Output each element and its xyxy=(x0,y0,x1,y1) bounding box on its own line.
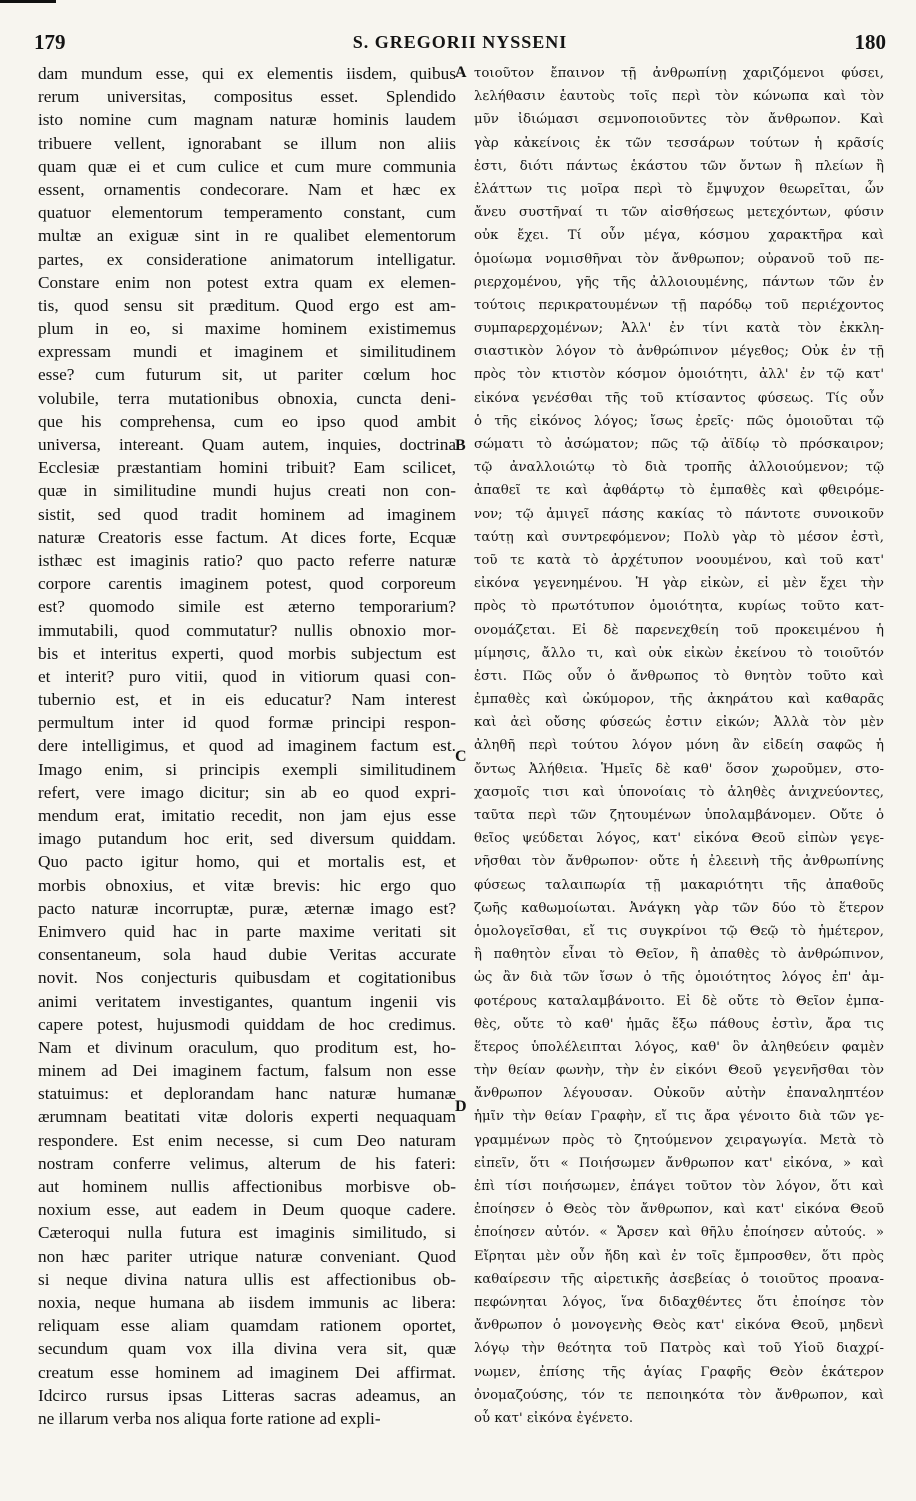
greek-text-line: καθαίρεσιν τῆς αἱρετικῆς ἀσεβείας ὁ τοιοῦτος προανα- xyxy=(474,1271,884,1287)
greek-text-line: σιαστικὸν λόγον τὸ ἀνθρώπινον μέγεθος; Οὐκ ἐν τῇ xyxy=(474,344,884,360)
greek-text-line: ταῦτα περὶ τῶν ζητουμένων ὑπολαμβάνομεν. Οὔτε ὁ xyxy=(474,808,884,823)
greek-text-line: τὴν θείαν φωνὴν, τὴν ἐν εἰκόνι Θεοῦ γεγενῆσθαι τὸν xyxy=(474,1063,884,1079)
latin-text-line: permultum inter id quod formæ principi respon- xyxy=(38,713,456,733)
latin-text-line: nostram conferre velimus, alterum de his fateri: xyxy=(38,1153,456,1173)
latin-text-line: tribuere vellent, ignorabant se illum non aliis xyxy=(38,133,456,153)
latin-text-line: ne illarum verba nos aliqua forte ratione ad expli- xyxy=(38,1408,381,1428)
greek-text-line: καὶ ἀεὶ οὔσης φύσεώς ἐστιν εἰκών; Ἀλλὰ τὸν μὲν xyxy=(474,715,884,731)
latin-text-line: dam mundum esse, qui ex elementis iisdem, quibus xyxy=(38,64,456,83)
page-number-right: 180 xyxy=(854,30,886,54)
greek-text-line: χασμοῖς τισι καὶ ὑπονοίαις τὸ ἀληθὲς ἀνιχνεύοντες, xyxy=(474,784,884,800)
latin-text-line: reliquam esse aliam quamdam rationem oportet, xyxy=(38,1316,456,1336)
greek-text-line: τοῦ τε κατὰ τὸ ἀρχέτυπον νοουμένου, καὶ τοῦ κατ' xyxy=(474,552,884,568)
greek-text-line: ἀληθῆ περὶ τούτου λόγον μόνη ἂν εἰδείη σαφῶς ἡ xyxy=(474,738,884,754)
greek-text-line: συμπαρερχομένων; Ἀλλ' ἐν τίνι κατὰ τὸν ἐκκλη- xyxy=(474,321,884,337)
latin-text-line: tubernio est, et in eis educatur? Nam interest xyxy=(38,690,456,710)
section-marker-d: D xyxy=(455,1098,467,1115)
latin-text-line: pacto naturæ incorruptæ, puræ, æternæ imago est? xyxy=(38,898,456,918)
greek-text-line: θεῖος ψεύδεται λόγος, κατ' εἰκόνα Θεοῦ εἰπὼν γεγε- xyxy=(474,831,884,847)
greek-text-line: οὗ κατ' εἰκόνα ἐγένετο. xyxy=(474,1410,634,1426)
latin-text-line: Imago enim, si principis exempli similitudinem xyxy=(38,759,456,779)
page-number-left: 179 xyxy=(34,30,66,54)
page-header xyxy=(34,30,886,60)
greek-text-line: ὁ τῆς εἰκόνος λόγος; ἴσως ἐρεῖς· πῶς ὁμοιοῦται τῷ xyxy=(474,413,884,429)
latin-text-line: Quo pacto igitur homo, qui et mortalis est, et xyxy=(38,852,456,872)
latin-text-line: plum in eo, si maxime hominem existimemus xyxy=(38,319,456,339)
greek-text-line: μῦν ἰδιώμασι σεμνοποιοῦντες τὸν ἄνθρωπον. Καὶ xyxy=(474,112,884,128)
greek-text-line: πρὸς τὸν κτιστὸν κόσμον ὁμοιότητι, ἀλλ' ἐν τῷ κατ' xyxy=(474,367,884,383)
greek-column xyxy=(474,62,884,1430)
latin-text-line: morbis obnoxius, et vitæ brevis: hic ergo quo xyxy=(38,875,456,895)
latin-text-line: ærumnam beatitati vitæ doloris experti nequaquam xyxy=(38,1107,456,1127)
greek-text-line: ὁμολογεῖσθαι, εἴ τις συγκρίνοι τῷ Θεῷ τὸ ἡμέτερον, xyxy=(474,923,884,939)
latin-text-line: si neque divina natura ullis est affectionibus ob- xyxy=(38,1269,456,1289)
greek-text-line: γὰρ κἀκείνοις ἐκ τῶν τεσσάρων τούτων ἡ κρᾶσίς xyxy=(474,135,884,151)
greek-text-line: ἄνθρωπον λέγουσαν. Οὐκοῦν αὐτὴν ἐπαναληπτέον xyxy=(474,1086,884,1102)
latin-text-line: refert, vere imago dicitur; sin ab eo quod expri- xyxy=(38,782,456,802)
latin-text-line: expressam mundi et imaginem et similitudinem xyxy=(38,342,456,362)
greek-text-line: λόγῳ τὴν θεότητα τοῦ Πατρὸς καὶ τοῦ Υἱοῦ διαχρί- xyxy=(474,1341,884,1357)
latin-text-line: essent, ornamentis condecorare. Nam et hæc ex xyxy=(38,179,456,199)
latin-text-line: animi veritatem investigantes, quantum ingenii vis xyxy=(38,991,456,1011)
greek-text-line: οὐκ ἔχει. Τί οὖν μέγα, κόσμου χαρακτῆρα καὶ xyxy=(474,228,884,244)
greek-text-line: Εἴρηται μὲν οὖν ἤδη καὶ ἐν τοῖς ἔμπροσθεν, ὅτι πρὸς xyxy=(474,1248,884,1264)
latin-text-line: noxium esse, aut eadem in Deum quoque cadere. xyxy=(38,1200,456,1220)
greek-text-line: νῆσθαι τὸν ἄνθρωπον· οὔτε ἡ ἐλεεινὴ τῆς ἀνθρωπίνης xyxy=(474,854,884,870)
latin-text-line: et interit? puro vitii, quod in vitiorum quasi con- xyxy=(38,666,456,686)
greek-text-line: μίμησις, ἄλλο τι, καὶ οὐκ εἰκὼν ἐκείνου τὸ τοιοῦτόν xyxy=(474,645,884,661)
latin-text-line: corpore carentis imaginem potest, quod corporeum xyxy=(38,574,456,594)
greek-text-line: εἰκόνα γεγενημένου. Ἡ γὰρ εἰκὼν, εἰ μὲν ἔχει τὴν xyxy=(474,576,884,592)
latin-text-line: rerum universitas, compositus esset. Splendido xyxy=(38,87,456,107)
running-title: S. GREGORII NYSSENI xyxy=(352,32,568,52)
top-rule xyxy=(0,0,56,3)
greek-text-line: ὁμοίωμα νομισθῆναι τὸν ἄνθρωπον; οὐρανοῦ τοῦ πε- xyxy=(474,251,884,267)
greek-text-line: ἐποίησεν αὐτόν. « Ἄρσεν καὶ θῆλυ ἐποίησεν αὐτούς. » xyxy=(474,1225,884,1241)
greek-text-line: λελήθασιν ἑαυτοὺς τοῖς περὶ τὸν κώνωπα καὶ τὸν xyxy=(474,89,884,105)
greek-text-line: τούτοις περικρατουμένων τῇ παρόδῳ τοῦ περιέχοντος xyxy=(474,297,884,313)
greek-text-line: γραμμένων πρὸς τὸ ζητούμενον χειραγωγία. Μετὰ τὸ xyxy=(474,1132,884,1148)
greek-text-line: ἄνευ συστῆναί τι τῶν αἰσθήσεως μετεχόντων, φύσιν xyxy=(474,205,884,221)
latin-text-line: respondere. Est enim necesse, si cum Deo naturam xyxy=(38,1130,456,1150)
latin-text-line: novit. Nos conjecturis quibusdam et cogitationibus xyxy=(38,968,456,988)
greek-text-line: νον; τῷ ἀμιγεῖ πάσης κακίας τὸ πάντοτε συνοικοῦν xyxy=(474,506,884,522)
latin-text-line: aut hominem nullis affectionibus morbisve ob- xyxy=(38,1177,456,1196)
greek-text-line: ἐπὶ τίσι ποιήσωμεν, ἐπάγει τοῦτον τὸν λόγον, ὅτι καὶ xyxy=(474,1179,884,1194)
greek-text-line: ἐμπαθὲς καὶ ὠκύμορον, τῆς ἀκηράτου καὶ καθαρᾶς xyxy=(474,692,884,708)
greek-text-line: ἐστι, διότι πάντως ἑκάστου τῶν ὄντων ἢ πλείων ἢ xyxy=(474,158,884,174)
latin-text-line: quæ in similitudine mundi hujus creati non con- xyxy=(38,481,456,501)
latin-text-line: naturæ Creatoris esse factum. At dices forte, Ecquæ xyxy=(38,527,456,547)
latin-column xyxy=(38,62,456,1430)
latin-text-line: est? quomodo simile est æterno temporarium? xyxy=(38,597,456,617)
greek-text-line: θὲς, οὔτε τὸ καθ' ἡμᾶς ἔξω πάθους ἐστὶν, ἄρα τις xyxy=(474,1016,884,1032)
greek-text-line: νωμεν, ἐπίσης τῆς ἁγίας Γραφῆς Θεὸν ἑκάτερον xyxy=(474,1364,884,1380)
latin-text-line: volubile, terra mutationibus obnoxia, cuncta deni- xyxy=(38,388,456,408)
greek-text-line: ὡς ἂν διὰ τῶν ἴσων ὁ τῆς ὁμοιότητος λόγος ἐπ' ἀμ- xyxy=(474,970,884,986)
latin-text-line: non hæc pariter utrique naturæ conveniant. Quod xyxy=(38,1246,456,1266)
greek-text-line: πεφώνηται λόγος, ἵνα διδαχθέντες ὅτι ἐποίησε τὸν xyxy=(474,1294,884,1310)
greek-text-line: ἐποίησεν ὁ Θεὸς τὸν ἄνθρωπον, καὶ κατ' εἰκόνα Θεοῦ xyxy=(474,1202,884,1218)
greek-text-line: ἕτερος ὑπολέλειπται λόγος, καθ' ὃν ἀληθεύειν φαμὲν xyxy=(474,1039,884,1055)
latin-text-line: isto nomine cum magnam naturæ hominis laudem xyxy=(38,110,456,130)
latin-text-line: quam quæ ei et cum culice et cum mure communia xyxy=(38,156,456,176)
latin-text-line: partes, ex consideratione animatorum intelligatur. xyxy=(38,249,456,269)
latin-text-line: Idcirco rursus ipsas Litteras sacras adeamus, an xyxy=(38,1385,456,1405)
latin-text-line: multæ an exiguæ sint in re qualibet elementorum xyxy=(38,226,456,246)
greek-text-line: φύσεως ταλαιπωρία τῇ μακαριότητι τῆς ἀπαθοῦς xyxy=(474,877,884,893)
latin-text-line: consentaneum, sola haud dubie Veritas accurate xyxy=(38,945,456,965)
latin-text-line: capere potest, hujusmodi quiddam de hoc credimus. xyxy=(38,1014,456,1034)
latin-text-line: esse? cum futurum sit, ut pariter cœlum hoc xyxy=(38,365,456,385)
greek-text-line: ἐλάττων τις μοῖρα περὶ τὸ ἔμψυχον θεωρεῖται, ὧν xyxy=(474,181,884,197)
greek-text-line: ζωῆς καθωμοίωται. Ἀνάγκη γὰρ τῶν δύο τὸ ἕτερον xyxy=(474,900,884,916)
greek-text-line: ἀπαθεῖ τε καὶ ἀφθάρτῳ τὸ ἐμπαθὲς καὶ φθειρόμε- xyxy=(474,483,884,499)
latin-text-line: statuimus: et deplorandam hanc naturæ humanæ xyxy=(38,1084,456,1104)
latin-text-line: sistit, sed quod tradit hominem ad imaginem xyxy=(38,504,456,524)
latin-text-line: Enimvero quid hac in parte maxime veritati sit xyxy=(38,921,456,941)
latin-text-line: isthæc est imaginis ratio? quo pacto referre naturæ xyxy=(38,550,456,570)
latin-text-line: quatuor elementorum temperamento constant, cum xyxy=(38,203,456,223)
latin-text-line: Cæteroqui nulla futura est imaginis similitudo, si xyxy=(38,1223,456,1243)
greek-text-line: ἄνθρωπον ὁ μονογενὴς Θεὸς κατ' εἰκόνα Θεοῦ, μηδενὶ xyxy=(474,1318,884,1334)
latin-text-line: creatum esse hominem ad imaginem Dei affirmat. xyxy=(38,1362,456,1382)
greek-text-line: ὀνομαζούσης, τόν τε πεποιηκότα τὸν ἄνθρωπον, καὶ xyxy=(474,1387,884,1403)
greek-text-line: πρὸς τὸ πρωτότυπον ὁμοιότητα, κυρίως τοῦτο κατ- xyxy=(474,599,884,615)
latin-text-line: secundum quam vox illa divina vera sit, quæ xyxy=(38,1339,456,1359)
latin-text-line: Nam et divinum oraculum, quo proditum est, ho- xyxy=(38,1037,456,1057)
greek-text-line: σώματι τὸ ἀσώματον; πῶς τῷ ἀϊδίῳ τὸ πρόσκαιρον; xyxy=(474,437,884,452)
greek-text-line: ἡμῖν τὴν θείαν Γραφὴν, εἴ τις ἄρα γένοιτο διὰ τῶν γε- xyxy=(474,1109,884,1125)
greek-text-line: τῷ ἀναλλοιώτῳ τὸ διὰ τροπῆς ἀλλοιούμενον; τῷ xyxy=(474,460,884,476)
latin-text-line: imago putandum hoc erit, sed diversum quiddam. xyxy=(38,829,456,849)
latin-text-line: que his comprehensa, cum eo ipso quod ambit xyxy=(38,411,456,431)
latin-text-line: tis, quod sensu sit præditum. Quod ergo est am- xyxy=(38,295,456,315)
greek-text-line: ριερχομένου, γῆς τῆς ἀλλοιουμένης, πάντων τῶν ἐν xyxy=(474,274,884,290)
greek-text-line: ταύτῃ καὶ συντρεφόμενον; Πολὺ γὰρ τὸ μέσον ἐστὶ, xyxy=(474,529,884,545)
greek-text-line: φοτέρους καταλαμβάνοιτο. Εἰ δὲ οὔτε τὸ Θεῖον ἐμπα- xyxy=(474,993,884,1009)
greek-text-line: ἢ παθητὸν εἶναι τὸ Θεῖον, ἢ ἀπαθὲς τὸ ἀνθρώπινον, xyxy=(474,947,884,963)
latin-text-line: Ecclesiæ præstantiam homini tribuit? Eam scilicet, xyxy=(38,458,456,478)
latin-text-line: mendum erat, imitatio recedit, non jam ejus esse xyxy=(38,806,456,825)
latin-text-line: noxia, neque humana ab iisdem immunis ac libera: xyxy=(38,1292,456,1312)
latin-text-line: immutabili, quod commutatur? nullis obnoxio mor- xyxy=(38,620,456,640)
greek-text-line: ἐστι. Πῶς οὖν ὁ ἄνθρωπος τὸ θνητὸν τοῦτο καὶ xyxy=(474,668,884,684)
greek-text-line: εἰπεῖν, ὅτι « Ποιήσωμεν ἄνθρωπον κατ' εἰκόνα, » καὶ xyxy=(474,1155,884,1171)
latin-text-line: bis et interitus experti, quod morbis subjectum est xyxy=(38,643,456,663)
greek-text-line: ὄντως Ἀλήθεια. Ἡμεῖς δὲ καθ' ὅσον χωροῦμεν, στο- xyxy=(474,761,884,777)
greek-text-line: ονομάζεται. Εἰ δὲ παρενεχθείη τοῦ προκειμένου ἡ xyxy=(474,622,884,638)
section-marker-c: C xyxy=(455,748,467,765)
greek-text-line: τοιοῦτον ἔπαινον τῇ ἀνθρωπίνῃ χαριζόμενοι φύσει, xyxy=(474,66,884,81)
latin-text-line: minem ad Dei imaginem factum, falsum non esse xyxy=(38,1061,456,1081)
latin-text-line: Constare enim non potest extra quam ex elemen- xyxy=(38,272,456,292)
section-marker-a: A xyxy=(455,64,467,81)
greek-text-line: εἰκόνα γενέσθαι τῆς τοῦ κτίσαντος φύσεως. Τίς οὖν xyxy=(474,390,884,406)
latin-text-line: universa, intereant. Quam autem, inquies, doctrina xyxy=(38,435,456,454)
section-marker-b: B xyxy=(455,437,466,454)
latin-text-line: dere intelligimus, et quod ad imaginem factum est. xyxy=(38,736,456,756)
